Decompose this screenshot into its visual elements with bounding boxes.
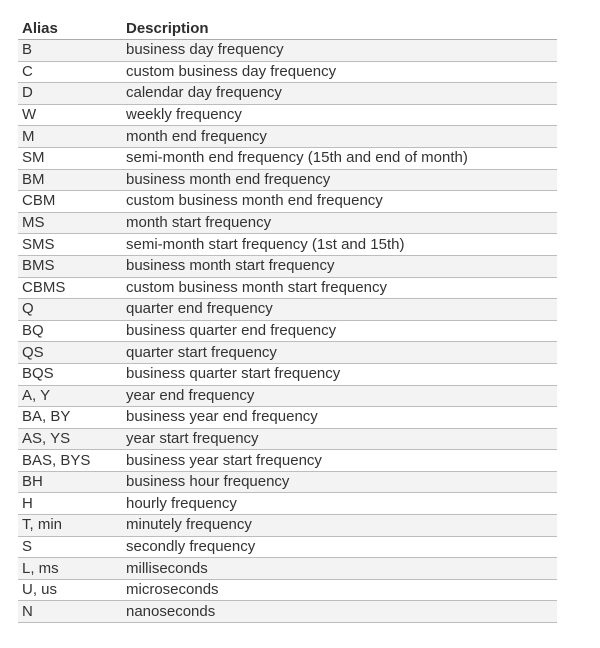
description-cell: weekly frequency (122, 104, 557, 126)
table-row (18, 212, 557, 234)
description-cell: nanoseconds (122, 601, 557, 623)
table-row (18, 147, 557, 169)
alias-cell: A, Y (18, 385, 122, 407)
table-row (18, 493, 557, 515)
offset-alias-table (18, 19, 557, 623)
alias-cell: CBM (18, 191, 122, 213)
offset-alias-table-container (18, 19, 557, 623)
description-cell: business day frequency (122, 40, 557, 62)
description-cell: semi-month end frequency (15th and end of month) (122, 147, 557, 169)
table-body (18, 40, 557, 623)
description-cell: milliseconds (122, 558, 557, 580)
table-row (18, 363, 557, 385)
description-cell: secondly frequency (122, 536, 557, 558)
alias-cell: SM (18, 147, 122, 169)
table-row (18, 277, 557, 299)
alias-cell: AS, YS (18, 428, 122, 450)
description-cell: business month start frequency (122, 255, 557, 277)
alias-cell: MS (18, 212, 122, 234)
description-cell: year end frequency (122, 385, 557, 407)
alias-cell: B (18, 40, 122, 62)
table-row (18, 191, 557, 213)
alias-cell: BMS (18, 255, 122, 277)
table-row (18, 579, 557, 601)
description-cell: month start frequency (122, 212, 557, 234)
table-row (18, 385, 557, 407)
alias-cell: Q (18, 299, 122, 321)
alias-cell: BAS, BYS (18, 450, 122, 472)
alias-cell: BH (18, 471, 122, 493)
alias-cell: L, ms (18, 558, 122, 580)
table-row (18, 255, 557, 277)
description-cell: business hour frequency (122, 471, 557, 493)
table-row (18, 601, 557, 623)
description-cell: year start frequency (122, 428, 557, 450)
description-cell: microseconds (122, 579, 557, 601)
table-row (18, 126, 557, 148)
description-cell: quarter start frequency (122, 342, 557, 364)
alias-cell: H (18, 493, 122, 515)
table-row (18, 40, 557, 62)
description-column-header: Description (122, 19, 557, 40)
description-cell: custom business month start frequency (122, 277, 557, 299)
alias-cell: BQ (18, 320, 122, 342)
description-cell: quarter end frequency (122, 299, 557, 321)
alias-cell: BM (18, 169, 122, 191)
alias-cell: CBMS (18, 277, 122, 299)
table-row (18, 61, 557, 83)
table-row (18, 428, 557, 450)
alias-cell: S (18, 536, 122, 558)
alias-cell: QS (18, 342, 122, 364)
description-cell: business month end frequency (122, 169, 557, 191)
table-row (18, 320, 557, 342)
alias-cell: BA, BY (18, 407, 122, 429)
description-cell: calendar day frequency (122, 83, 557, 105)
alias-cell: U, us (18, 579, 122, 601)
description-cell: custom business month end frequency (122, 191, 557, 213)
alias-cell: D (18, 83, 122, 105)
table-header (18, 19, 557, 40)
table-row (18, 104, 557, 126)
description-cell: custom business day frequency (122, 61, 557, 83)
alias-cell: N (18, 601, 122, 623)
table-row (18, 515, 557, 537)
description-cell: hourly frequency (122, 493, 557, 515)
table-row (18, 169, 557, 191)
table-row (18, 342, 557, 364)
description-cell: business year end frequency (122, 407, 557, 429)
description-cell: business quarter end frequency (122, 320, 557, 342)
alias-cell: C (18, 61, 122, 83)
alias-cell: M (18, 126, 122, 148)
alias-cell: T, min (18, 515, 122, 537)
alias-column-header: Alias (18, 19, 122, 40)
alias-cell: BQS (18, 363, 122, 385)
description-cell: minutely frequency (122, 515, 557, 537)
table-row (18, 536, 557, 558)
table-row (18, 407, 557, 429)
table-row (18, 234, 557, 256)
table-row (18, 558, 557, 580)
description-cell: month end frequency (122, 126, 557, 148)
header-row (18, 19, 557, 40)
description-cell: business quarter start frequency (122, 363, 557, 385)
table-row (18, 83, 557, 105)
alias-cell: SMS (18, 234, 122, 256)
alias-cell: W (18, 104, 122, 126)
table-row (18, 471, 557, 493)
table-row (18, 299, 557, 321)
description-cell: business year start frequency (122, 450, 557, 472)
description-cell: semi-month start frequency (1st and 15th) (122, 234, 557, 256)
table-row (18, 450, 557, 472)
